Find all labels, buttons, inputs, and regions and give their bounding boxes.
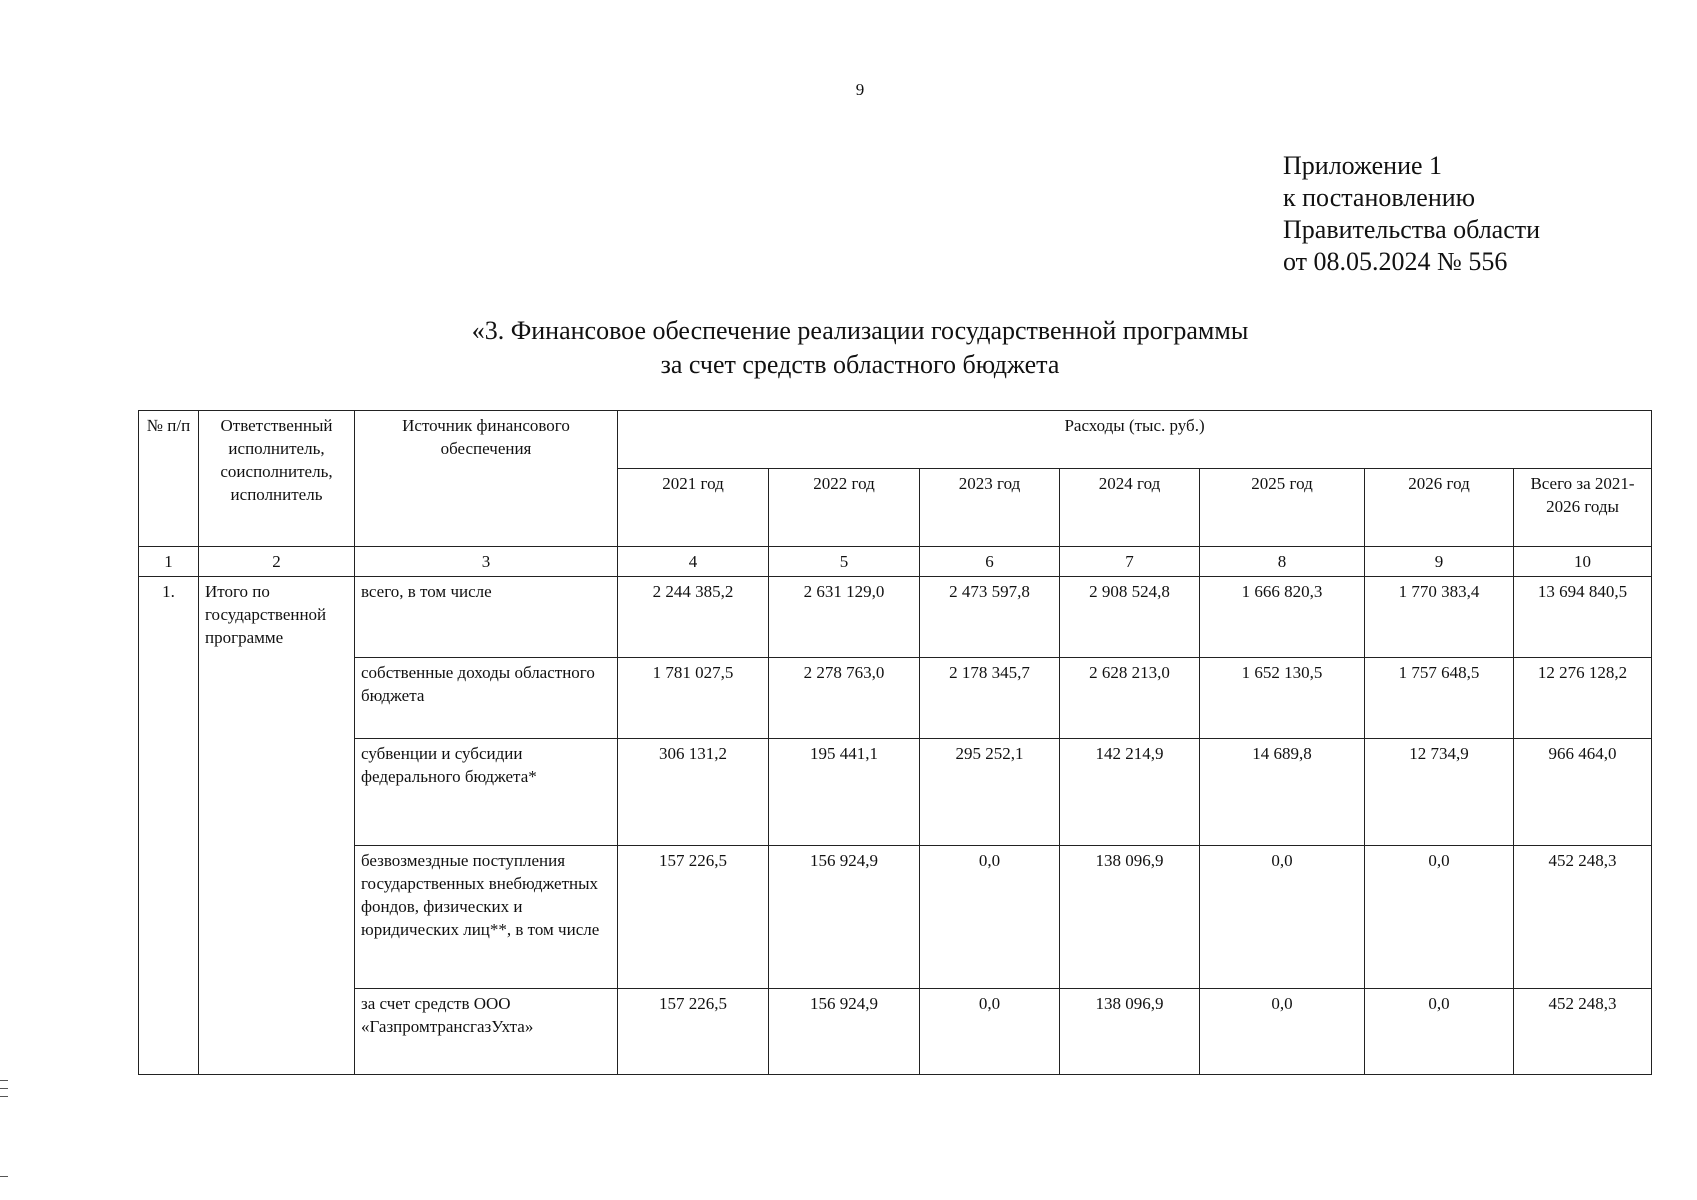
appendix-line: Приложение 1 [1283, 151, 1443, 180]
value-cell: 12 734,9 [1365, 739, 1514, 846]
value-cell: 2 628 213,0 [1060, 658, 1200, 739]
appendix-line: Правительства области [1283, 215, 1541, 244]
header-expenses: Расходы (тыс. руб.) [618, 411, 1652, 469]
value-cell: 0,0 [1365, 989, 1514, 1075]
value-cell: 0,0 [920, 989, 1060, 1075]
value-cell: 2 473 597,8 [920, 577, 1060, 658]
table-row [139, 739, 1652, 846]
header-year: 2026 год [1365, 469, 1514, 547]
value-cell: 0,0 [920, 846, 1060, 989]
appendix-line: от 08.05.2024 № 556 [1283, 247, 1508, 276]
header-year: 2024 год [1060, 469, 1200, 547]
value-cell: 2 278 763,0 [769, 658, 920, 739]
header-year: 2025 год [1200, 469, 1365, 547]
value-cell: 1 652 130,5 [1200, 658, 1365, 739]
page-number: 9 [855, 80, 865, 99]
document-title [0, 314, 1697, 382]
value-cell: 1 770 383,4 [1365, 577, 1514, 658]
value-cell: 966 464,0 [1514, 739, 1652, 846]
table-row [139, 846, 1652, 989]
row-number: 1. [139, 577, 199, 1075]
column-number-row [139, 547, 1652, 577]
value-cell: 156 924,9 [769, 989, 920, 1075]
value-cell: 306 131,2 [618, 739, 769, 846]
value-cell: 138 096,9 [1060, 989, 1200, 1075]
title-line: «3. Финансовое обеспечение реализации государственной программы [471, 316, 1249, 345]
column-number: 4 [618, 547, 769, 577]
table-row [139, 658, 1652, 739]
source-cell: безвозмездные поступления государственных внебюджетных фондов, физических и юридических лиц**, в том числе [355, 846, 618, 989]
value-cell: 138 096,9 [1060, 846, 1200, 989]
responsible-cell: Итого по государственной программе [199, 577, 355, 1075]
appendix-block [1283, 150, 1540, 278]
value-cell: 1 757 648,5 [1365, 658, 1514, 739]
table-row [139, 989, 1652, 1075]
source-cell: собственные доходы областного бюджета [355, 658, 618, 739]
value-cell: 0,0 [1365, 846, 1514, 989]
value-cell: 452 248,3 [1514, 846, 1652, 989]
value-cell: 195 441,1 [769, 739, 920, 846]
value-cell: 2 178 345,7 [920, 658, 1060, 739]
column-number: 7 [1060, 547, 1200, 577]
column-number: 2 [199, 547, 355, 577]
value-cell: 12 276 128,2 [1514, 658, 1652, 739]
scan-margin-mark [0, 1080, 8, 1081]
value-cell: 452 248,3 [1514, 989, 1652, 1075]
value-cell: 295 252,1 [920, 739, 1060, 846]
value-cell: 2 244 385,2 [618, 577, 769, 658]
column-number: 3 [355, 547, 618, 577]
header-responsible: Ответственный исполнитель, соисполнитель, исполнитель [199, 411, 355, 547]
value-cell: 2 631 129,0 [769, 577, 920, 658]
column-number: 1 [139, 547, 199, 577]
value-cell: 1 666 820,3 [1200, 577, 1365, 658]
appendix-line: к постановлению [1283, 183, 1476, 212]
value-cell: 157 226,5 [618, 989, 769, 1075]
scan-margin-mark [0, 1096, 8, 1097]
source-cell: всего, в том числе [355, 577, 618, 658]
column-number: 6 [920, 547, 1060, 577]
title-line: за счет средств областного бюджета [660, 350, 1060, 379]
value-cell: 142 214,9 [1060, 739, 1200, 846]
column-number: 9 [1365, 547, 1514, 577]
value-cell: 156 924,9 [769, 846, 920, 989]
header-total: Всего за 2021-2026 годы [1514, 469, 1652, 547]
header-year: 2023 год [920, 469, 1060, 547]
column-number: 8 [1200, 547, 1365, 577]
value-cell: 1 781 027,5 [618, 658, 769, 739]
scan-margin-mark [0, 1176, 8, 1177]
scan-margin-mark [0, 1088, 8, 1089]
column-number: 5 [769, 547, 920, 577]
value-cell: 2 908 524,8 [1060, 577, 1200, 658]
source-cell: субвенции и субсидии федерального бюджета* [355, 739, 618, 846]
table-row [139, 577, 1652, 658]
header-number: № п/п [139, 411, 199, 547]
value-cell: 14 689,8 [1200, 739, 1365, 846]
column-number: 10 [1514, 547, 1652, 577]
header-source: Источник финансового обеспечения [355, 411, 618, 547]
source-cell: за счет средств ООО «ГазпромтрансгазУхта» [355, 989, 618, 1075]
header-year: 2021 год [618, 469, 769, 547]
value-cell: 13 694 840,5 [1514, 577, 1652, 658]
financing-table [138, 410, 1652, 1075]
value-cell: 0,0 [1200, 989, 1365, 1075]
value-cell: 0,0 [1200, 846, 1365, 989]
header-year: 2022 год [769, 469, 920, 547]
value-cell: 157 226,5 [618, 846, 769, 989]
